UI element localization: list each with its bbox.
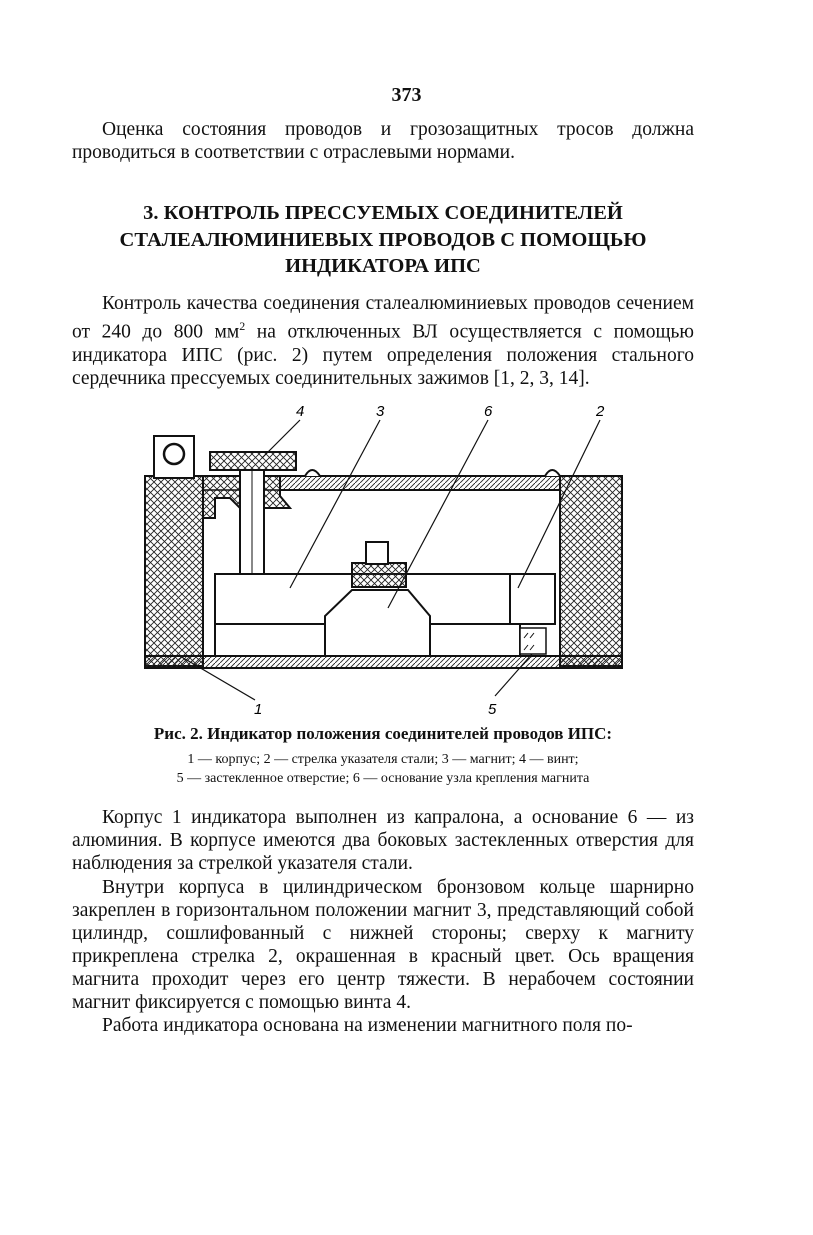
- housing-base: [145, 656, 622, 668]
- heading-line-1: 3. КОНТРОЛЬ ПРЕССУЕМЫХ СОЕДИНИТЕЛЕЙ: [143, 202, 623, 224]
- housing-left-wall: [145, 476, 203, 666]
- control-text-part2: на отключенных ВЛ осуществляется с помощью индикатора ИПС (рис. 2) путем определения положения стального сердечника прессуемых соединительных зажимов [1, 2, 3, 14].: [72, 321, 694, 389]
- heading-line-2: СТАЛЕАЛЮМИНИЕВЫХ ПРОВОДОВ С ПОМОЩЬЮ: [119, 228, 647, 251]
- body-paragraph-2: Внутри корпуса в цилиндрическом бронзовом кольце шарнирно закреплен в горизонтальном положении магнит 3, представляющий собой цилиндр, сошлифованный с нижней стороны; сверху к магниту прикреплена стрелка 2, окрашенная в красный цвет. Ось вращения магнита проходит через его центр тяжести. В нерабочем состоянии магнит фиксируется с помощью винта 4.: [72, 877, 694, 1013]
- heading-line-3: ИНДИКАТОРА ИПС: [285, 255, 481, 277]
- screw-head: [210, 452, 296, 470]
- indicator-figure: [140, 398, 630, 718]
- intro-paragraph: Оценка состояния проводов и грозозащитных тросов должна проводиться в соответствии с отраслевыми нормами.: [72, 119, 694, 163]
- ring-hole: [164, 444, 184, 464]
- housing-top: [280, 476, 560, 490]
- base-left-step: [215, 624, 325, 656]
- control-superscript: 2: [239, 319, 246, 333]
- housing-right-wall: [560, 476, 622, 666]
- figure-legend-line-2: 5 — застекленное отверстие; 6 — основание узла крепления магнита: [176, 771, 590, 786]
- base-right-step: [430, 624, 520, 656]
- body-paragraph-1: Корпус 1 индикатора выполнен из капралона, а основание 6 — из алюминия. В корпусе имеются два боковых застекленных отверстия для наблюдения за стрелкой указателя стали.: [72, 807, 694, 874]
- magnet-right-end: [510, 574, 555, 624]
- figure-caption: Рис. 2. Индикатор положения соединителей проводов ИПС:: [153, 724, 613, 743]
- top-knob-left: [305, 470, 320, 476]
- glazed-window: [520, 628, 546, 654]
- section-heading: [72, 200, 694, 280]
- magnet-mount-base: [325, 590, 430, 656]
- pivot-nut: [352, 563, 406, 587]
- label-6: 6: [484, 403, 493, 420]
- page-number: 373: [391, 84, 422, 106]
- label-1: 1: [254, 701, 263, 718]
- figure-legend-line-1: 1 — корпус; 2 — стрелка указателя стали; 3 — магнит; 4 — винт;: [187, 752, 579, 767]
- body-paragraph-3: Работа индикатора основана на изменении магнитного поля по-: [102, 1015, 633, 1036]
- top-knob-right: [545, 470, 560, 476]
- label-2: 2: [596, 403, 605, 420]
- control-text-part1: Контроль качества соединения сталеалюминиевых проводов сечением от 240 до 800 мм: [72, 293, 694, 343]
- control-paragraph: [72, 292, 694, 390]
- label-3: 3: [376, 403, 385, 420]
- pivot-cap: [366, 542, 388, 564]
- label-5: 5: [488, 701, 497, 718]
- label-4: 4: [296, 403, 305, 420]
